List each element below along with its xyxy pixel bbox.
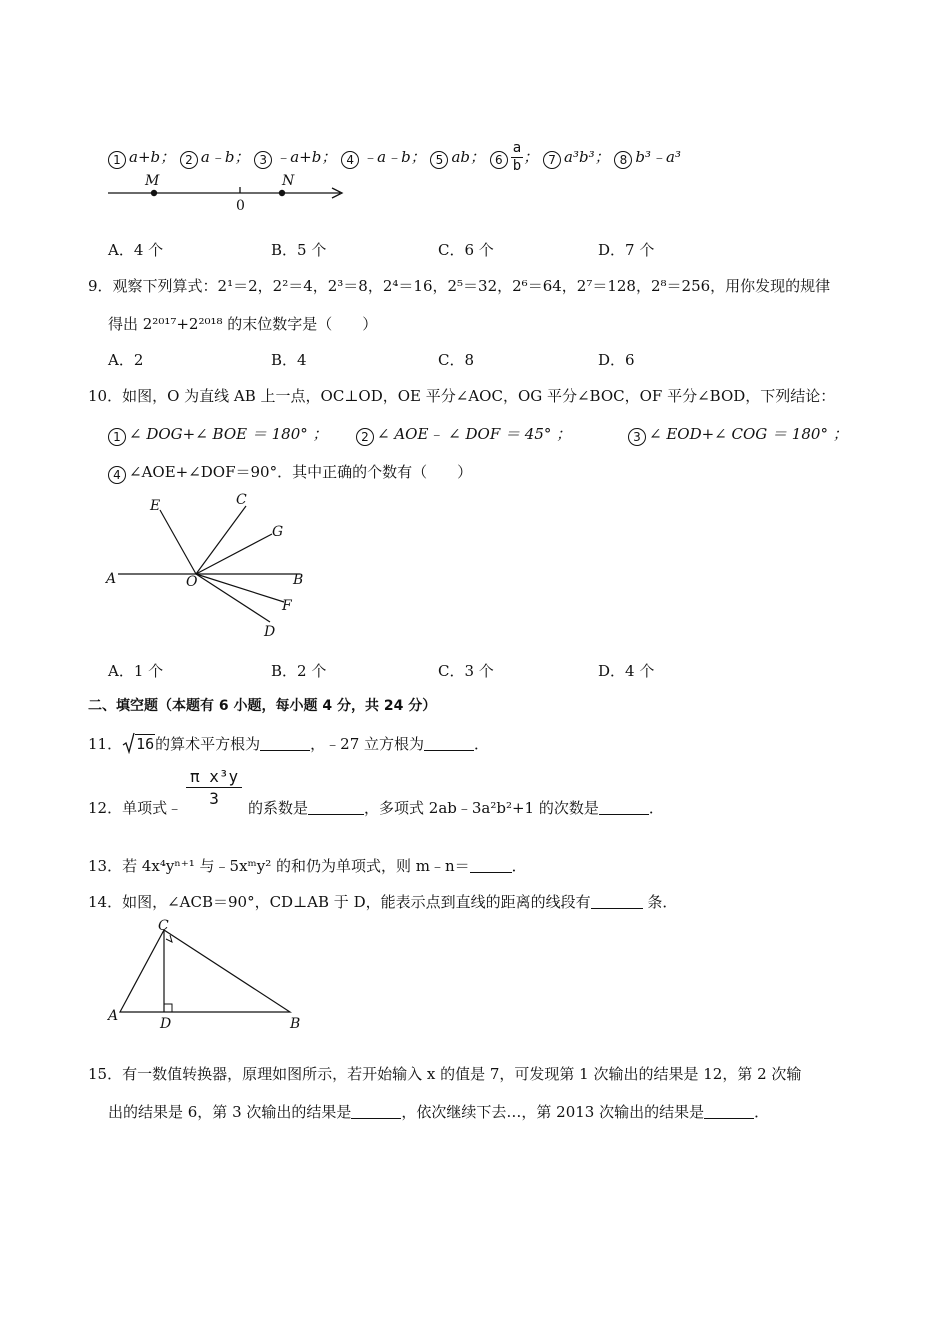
q8-frac-num: a [512,140,522,156]
q12-prefix: 12．单项式﹣ [88,799,183,817]
q10-statement-4 [108,462,472,484]
q12-frac-num: π x³y [186,766,242,788]
q10-option-a[interactable]: A．1 个 [108,662,164,680]
q15-line-2 [108,1102,769,1122]
q10-s3-text: ∠ EOD+∠ COG ＝ 180° ； [649,425,848,443]
q13-answer-blank[interactable] [470,858,512,873]
circle-7: 7 [543,151,561,169]
right-angle-c-icon [166,935,172,942]
circle-5: 5 [430,151,448,169]
q9-option-a[interactable]: A．2 [108,351,144,369]
label-c: C [158,918,169,934]
label-d: D [160,1016,172,1032]
q10-option-d[interactable]: D．4 个 [598,662,655,680]
q11-text-a: 的算术平方根为 [155,735,261,753]
q11-text-c: ． [474,735,490,753]
circle-8: 8 [614,151,632,169]
q15-answer-blank-2[interactable] [704,1104,754,1119]
radical-sign-icon [122,732,135,754]
q8-expr-2: a﹣b； [200,148,250,166]
q8-option-d[interactable]: D．7 个 [598,241,655,259]
q10-option-b[interactable]: B．2 个 [271,662,327,680]
q12-rest [248,798,664,818]
circle-2: 2 [356,428,374,446]
q12-answer-blank-1[interactable] [308,800,364,815]
q8-expr-3: ﹣a+b； [275,148,337,166]
q15-text-b: ，依次继续下去…，第 2013 次输出的结果是 [401,1103,705,1121]
triangle-figure [100,918,315,1033]
label-b: B [293,572,304,588]
q12-frac-den: 3 [209,789,219,808]
q9-option-c[interactable]: C．8 [438,351,475,369]
q10-line-1: 10．如图，O 为直线 AB 上一点，OC⊥OD，OE 平分∠AOC，OG 平分∠BOC，OF 平分∠BOD，下列结论： [88,387,836,405]
label-d: D [264,624,276,640]
q12-text-c: ． [648,799,664,817]
q15-text-a: 出的结果是 6，第 3 次输出的结果是 [108,1103,352,1121]
ray-og [196,534,272,574]
circle-3: 3 [254,151,272,169]
q8-expr-4: ﹣a﹣b； [362,148,426,166]
point-n [279,190,285,196]
circle-1: 1 [108,428,126,446]
label-n: N [282,173,295,189]
circle-1: 1 [108,151,126,169]
q9-line-1: 9．观察下列算式：2¹＝2，2²＝4，2³＝8，2⁴＝16，2⁵＝32，2⁶＝64，2⁷＝128，2⁸＝256，用你发现的规律 [88,277,831,295]
label-a: A [106,571,117,587]
q14-text-a: 14．如图，∠ACB＝90°，CD⊥AB 于 D，能表示点到直线的距离的线段有 [88,893,591,911]
label-f: F [282,598,292,614]
q10-s2-text: ∠ AOE﹣ ∠ DOF ＝ 45° ； [377,425,572,443]
q10-s4-text: ∠AOE+∠DOF＝90°．其中正确的个数有（ ） [129,463,473,481]
triangle-acb [120,930,290,1012]
q8-expr-7: a³b³； [564,148,610,166]
q11-number: 11． [88,735,123,753]
q10-statement-2 [356,424,571,446]
ray-oc [196,506,246,574]
q11-text-b: ，﹣27 立方根为 [310,735,425,753]
circle-4: 4 [108,466,126,484]
circle-3: 3 [628,428,646,446]
q8-expr-6: ； [523,148,539,166]
q9-line-2: 得出 2²⁰¹⁷+2²⁰¹⁸ 的末位数字是（ ） [108,315,378,333]
q8-expr-1: a+b； [129,148,176,166]
q13-text-b: ． [511,857,527,875]
q15-line-1: 15．有一数值转换器，原理如图所示，若开始输入 x 的值是 7，可发现第 1 次输出的结果是 12，第 2 次输 [88,1065,802,1083]
q12-text-b: ，多项式 2ab﹣3a²b²+1 的次数是 [364,799,599,817]
label-e: E [150,498,161,514]
right-angle-d-icon [164,1004,172,1012]
q8-option-b[interactable]: B．5 个 [271,241,327,259]
q8-frac-den: b [512,158,522,174]
label-a: A [108,1008,119,1024]
q11-answer-blank-1[interactable] [260,736,310,751]
q13 [88,856,527,876]
q9-option-d[interactable]: D．6 [598,351,635,369]
q10-s1-text: ∠ DOG+∠ BOE ＝ 180° ； [129,425,328,443]
q11 [88,732,489,754]
q15-answer-blank-1[interactable] [351,1104,401,1119]
point-m [151,190,157,196]
label-c: C [236,492,247,508]
ray-od [196,574,270,622]
q10-statement-1 [108,424,328,446]
label-zero: 0 [236,198,245,214]
q11-answer-blank-2[interactable] [424,736,474,751]
circle-4: 4 [341,151,359,169]
q8-fraction [511,140,523,175]
q11-radicand: 16 [136,735,155,753]
angle-figure [100,488,330,648]
q14-text-b: 条． [642,893,678,911]
label-m: M [145,173,160,189]
ray-oe [160,510,196,574]
q14-answer-blank[interactable] [591,894,643,909]
q8-expr-8: b³﹣a³ [635,148,681,166]
q14 [88,892,677,912]
q12-text-a: 的系数是 [248,799,309,817]
number-line-figure [100,168,360,216]
q12 [88,798,182,818]
label-g: G [272,524,284,540]
q8-option-c[interactable]: C．6 个 [438,241,494,259]
section-heading: 二、填空题（本题有 6 小题，每小题 4 分，共 24 分） [88,698,437,714]
q15-text-c: ． [754,1103,770,1121]
q10-option-c[interactable]: C．3 个 [438,662,494,680]
q12-answer-blank-2[interactable] [599,800,649,815]
circle-2: 2 [180,151,198,169]
circle-6: 6 [490,151,508,169]
label-b: B [290,1016,301,1032]
ray-of [196,574,284,602]
label-o: O [186,574,198,590]
q13-text-a: 13．若 4x⁴yⁿ⁺¹ 与﹣5xᵐy² 的和仍为单项式，则 m﹣n＝ [88,857,470,875]
q9-option-b[interactable]: B．4 [271,351,307,369]
q10-statement-3 [628,424,848,446]
q8-expr-5: ab； [451,148,486,166]
q12-fraction [186,766,242,809]
q8-option-a[interactable]: A．4 个 [108,241,164,259]
